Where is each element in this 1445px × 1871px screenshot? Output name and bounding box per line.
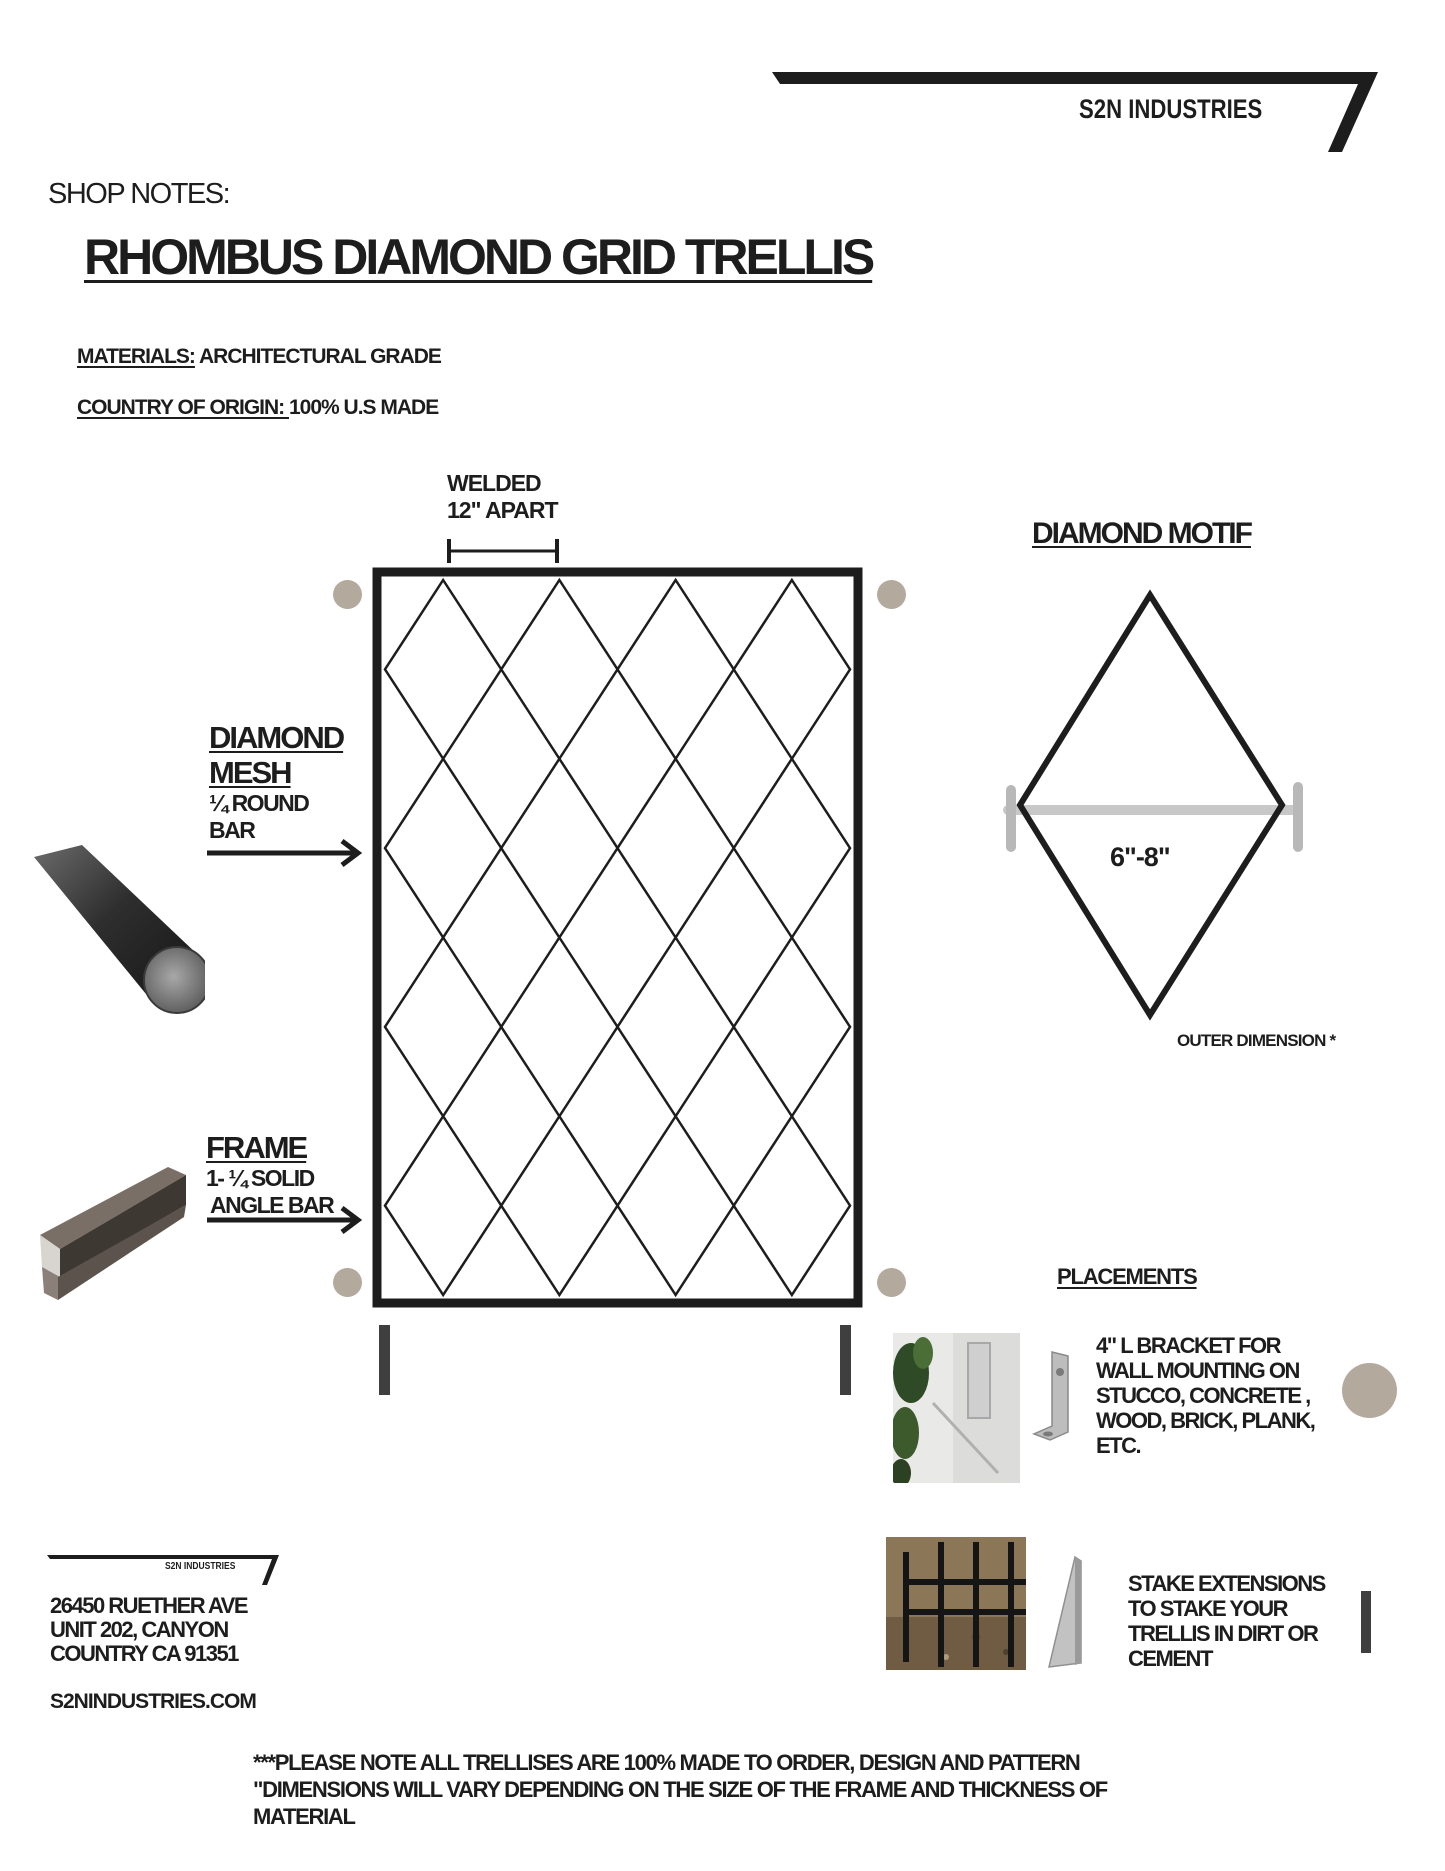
bracket-line: 4" L BRACKET FOR: [1096, 1333, 1281, 1358]
origin-label: COUNTRY OF ORIGIN:: [77, 396, 289, 419]
address-line3: COUNTRY CA 91351: [50, 1641, 238, 1666]
origin-line: [77, 396, 438, 420]
angle-bar-photo: [38, 1165, 188, 1305]
brand-footer-bar: [46, 1553, 281, 1587]
materials-value: ARCHITECTURAL GRADE: [194, 345, 441, 368]
stake-description: [1128, 1571, 1325, 1671]
address-line2: UNIT 202, CANYON: [50, 1617, 228, 1642]
diamond-motif-diagram: [1000, 585, 1320, 1025]
stake-ground-photo: [886, 1537, 1026, 1670]
mesh-diamond: [501, 759, 617, 938]
bracket-description: [1096, 1333, 1314, 1458]
footer-note-line1: ***PLEASE NOTE ALL TRELLISES ARE 100% MADE TO ORDER, DESIGN AND PATTERN: [253, 1750, 1080, 1775]
mesh-desc-line1: ¼ ROUND: [209, 790, 309, 816]
mesh-arrow: [205, 838, 365, 868]
mesh-diamond: [618, 938, 734, 1117]
mesh-diamond: [618, 759, 734, 938]
motif-dimension: 6"-8": [1110, 842, 1170, 872]
website-link[interactable]: S2NINDUSTRIES.COM: [50, 1690, 256, 1713]
materials-line: [77, 345, 441, 369]
shop-notes-label: SHOP NOTES:: [48, 178, 230, 210]
mesh-diamond: [734, 580, 850, 759]
corner-dot: [877, 580, 906, 609]
corner-dot: [333, 580, 362, 609]
brand-header-bar: [770, 68, 1380, 158]
mesh-diamond: [734, 1116, 850, 1295]
mesh-diamond: [618, 1116, 734, 1295]
stake-marker: [1361, 1591, 1371, 1653]
page-title: RHOMBUS DIAMOND GRID TRELLIS: [84, 229, 873, 285]
footer-note: [253, 1749, 1107, 1830]
stake-line: STAKE EXTENSIONS: [1128, 1571, 1325, 1596]
mesh-diamond: [501, 938, 617, 1117]
bracket-line: WOOD, BRICK, PLANK,: [1096, 1408, 1315, 1433]
motif-title: DIAMOND MOTIF: [1032, 517, 1251, 550]
footer-note-line2: "DIMENSIONS WILL VARY DEPENDING ON THE SIZE OF THE FRAME AND THICKNESS OF: [253, 1777, 1107, 1802]
welded-line2: 12" APART: [447, 497, 558, 523]
mesh-desc-line2: BAR: [209, 817, 255, 843]
trellis-post: [379, 1325, 390, 1395]
mesh-callout: [209, 720, 343, 844]
brand-name-small: S2N INDUSTRIES: [165, 1561, 236, 1572]
mesh-diamond: [618, 580, 734, 759]
frame-arrow: [205, 1205, 365, 1235]
mesh-title-line2: MESH: [209, 755, 291, 790]
welded-label: [447, 470, 558, 524]
motif-outer-dimension-note: OUTER DIMENSION *: [1177, 1031, 1336, 1050]
mesh-diamond: [385, 759, 501, 938]
mesh-diamond: [501, 580, 617, 759]
corner-dot: [877, 1268, 906, 1297]
bracket-line: WALL MOUNTING ON: [1096, 1358, 1299, 1383]
mesh-title-line1: DIAMOND: [209, 720, 344, 755]
mesh-diamond: [385, 1116, 501, 1295]
stake-extension-icon: [1045, 1555, 1085, 1670]
bracket-wall-photo: [893, 1333, 1020, 1483]
address-line1: 26450 RUETHER AVE: [50, 1593, 248, 1618]
welded-spacing-bracket: [444, 536, 562, 566]
trellis-diagram: [370, 565, 865, 1315]
bracket-line: ETC.: [1096, 1433, 1141, 1458]
mesh-diamond: [385, 938, 501, 1117]
frame-title: FRAME: [206, 1130, 307, 1165]
round-bar-photo: [30, 845, 205, 1015]
stake-line: TO STAKE YOUR: [1128, 1596, 1287, 1621]
mesh-diamond: [734, 759, 850, 938]
materials-label: MATERIALS:: [77, 345, 195, 368]
bracket-line: STUCCO, CONCRETE ,: [1096, 1383, 1310, 1408]
frame-desc-line2: ANGLE BAR: [210, 1192, 334, 1218]
welded-line1: WELDED: [447, 470, 541, 496]
address-block: [50, 1594, 247, 1666]
stake-line: CEMENT: [1128, 1646, 1212, 1671]
mesh-diamond: [501, 1116, 617, 1295]
brand-name: S2N INDUSTRIES: [1079, 94, 1263, 124]
stake-line: TRELLIS IN DIRT OR: [1128, 1621, 1318, 1646]
mesh-diamond: [385, 580, 501, 759]
placements-title: PLACEMENTS: [1057, 1264, 1197, 1289]
placement-dot: [1342, 1363, 1397, 1418]
footer-note-line3: MATERIAL: [253, 1804, 355, 1829]
corner-dot: [333, 1268, 362, 1297]
origin-value: 100% U.S MADE: [289, 396, 439, 419]
l-bracket-icon: [1030, 1350, 1075, 1445]
mesh-diamond: [734, 938, 850, 1117]
frame-desc-line1: 1- ¼ SOLID: [206, 1165, 314, 1191]
trellis-post: [840, 1325, 851, 1395]
